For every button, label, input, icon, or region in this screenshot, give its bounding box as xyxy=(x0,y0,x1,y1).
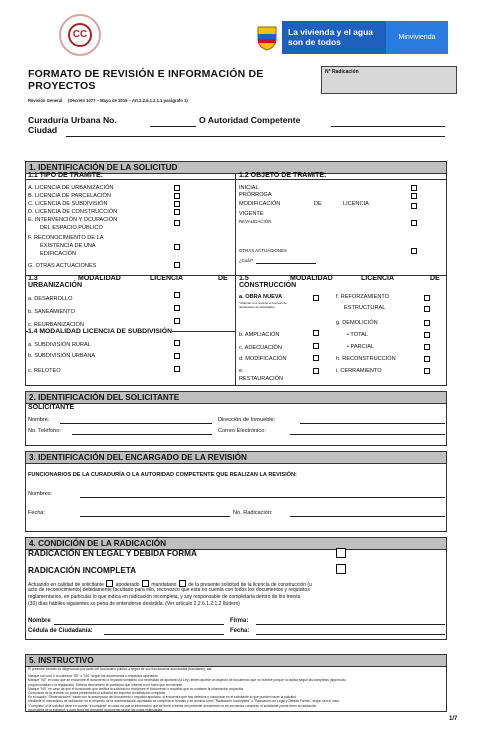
slogan-line-1: La vivienda y el agua xyxy=(288,27,374,37)
radicacion-line[interactable] xyxy=(290,516,445,517)
checkbox-radicacion-legal[interactable] xyxy=(336,548,346,558)
obra-nueva-note: *Adjuntar a la revisión el formato de declaración de actividades xyxy=(239,301,287,309)
tipo-item: D. LICENCIA DE CONSTRUCCIÓN xyxy=(28,209,118,215)
checkbox-desarrollo[interactable] xyxy=(174,292,180,298)
section-1-header: 1. IDENTIFICACIÓN DE LA SOLICITUD xyxy=(26,162,446,174)
radicacion-incompleta-label: RADICACIÓN INCOMPLETA xyxy=(28,566,137,575)
total-label: TOTAL xyxy=(350,332,368,338)
nombre-line[interactable] xyxy=(60,423,212,424)
tipo-item: DEL ESPACIO PÚBLICO xyxy=(40,225,103,231)
objeto-item: DE xyxy=(314,201,322,207)
government-slogan xyxy=(282,21,386,54)
tipo-item: EXISTENCIA DE UNA xyxy=(40,243,96,249)
checkbox-obra-nueva[interactable] xyxy=(313,295,319,301)
tipo-item: G. OTRAS ACTUACIONES xyxy=(28,263,97,269)
checkbox-reforzamiento[interactable] xyxy=(424,295,430,301)
instructivo-text xyxy=(28,667,444,712)
checkbox-urbanizacion[interactable] xyxy=(174,185,180,191)
section-2-header: 2. IDENTIFICACIÓN DEL SOLICITANTE xyxy=(26,392,446,404)
otras-cual-line[interactable] xyxy=(256,263,316,264)
con-item: a. OBRA NUEVA xyxy=(239,294,283,300)
con-item: b. AMPLIACIÓN xyxy=(239,332,280,338)
checkbox-restauracion[interactable] xyxy=(313,368,319,374)
radicado-field[interactable] xyxy=(321,66,457,94)
checkbox-cerramiento[interactable] xyxy=(424,368,430,374)
objeto-item: MODIFICACIÓN xyxy=(239,201,281,207)
fecha-label: Fecha: xyxy=(28,510,46,516)
instructivo-line: incompleta de la solicitud, y dará firma del presente documento según las notas estipuladas. xyxy=(28,707,163,712)
nombres-line[interactable] xyxy=(80,497,445,498)
cedula-label: Cédula de Ciudadanía: xyxy=(28,628,93,634)
tipo-item: EDIFICACIÓN xyxy=(40,251,77,257)
curaduria-label: Curaduría Urbana No. xyxy=(28,115,117,125)
con-item: e. xyxy=(239,368,244,374)
subdivision-title: 1.4 MODALIDAD LICENCIA DE SUBDIVISIÓN xyxy=(28,328,173,335)
objeto-tramite-title: 1.2 OBJETO DE TRAMITE: xyxy=(239,172,327,179)
autoridad-label: O Autoridad Competente xyxy=(199,115,301,125)
checkbox-solicitante[interactable] xyxy=(106,580,113,587)
con-item: RESTAURACIÓN xyxy=(239,376,284,382)
firma-nombre-line[interactable] xyxy=(54,624,224,625)
checkbox-ampliacion[interactable] xyxy=(313,330,319,336)
direccion-label: Dirección de Inmueble: xyxy=(218,417,276,423)
checkbox-reurbanizacion[interactable] xyxy=(174,318,180,324)
declaracion-mandatario: mandatario xyxy=(151,582,177,588)
declaracion-resto: de la presente solicitud de la licencia de construcción (u xyxy=(188,582,312,588)
declaracion-line-2: acto de reconocimiento) debidamente facultado para ello, reconozco que esta no cuenta con todos los documentos y requisitos xyxy=(28,587,310,593)
checkbox-apoderado[interactable] xyxy=(142,580,149,587)
minvivienda-brand: Minvivienda xyxy=(386,21,448,54)
checkbox-parcelacion[interactable] xyxy=(174,193,180,199)
checkbox-prorroga[interactable] xyxy=(411,193,417,199)
firma-fecha-label: Fecha: xyxy=(230,628,250,634)
subtitle-left: Revisión General xyxy=(28,98,63,103)
instructivo-line: Comunicar de la revisión no podrá presentarse la solicitud sin importar la radicación completa. xyxy=(28,691,166,696)
checkbox-subdivision-rural[interactable] xyxy=(174,340,180,346)
sub-item: b. SUBDIVISIÓN URBANA xyxy=(28,353,96,359)
checkbox-espacio-publico[interactable] xyxy=(174,220,180,226)
curaduria-number-line[interactable] xyxy=(150,126,196,127)
tipo-item: C. LICENCIA DE SUBDIVISIÓN xyxy=(28,201,108,207)
checkbox-otras-actuaciones[interactable] xyxy=(174,262,180,268)
objeto-item: ¿Cuál? xyxy=(239,258,254,263)
curaduria-logo xyxy=(59,14,101,56)
checkbox-radicacion-incompleta[interactable] xyxy=(336,564,346,574)
tipo-item: B. LICENCIA DE PARCELACIÓN xyxy=(28,193,111,199)
urb-item: a. DESARROLLO xyxy=(28,296,73,302)
objeto-item: INICIAL xyxy=(239,185,259,191)
con-item-total: • TOTAL xyxy=(347,332,368,338)
tipo-item: E. INTERVENCIÓN Y OCUPACIÓN xyxy=(28,217,118,223)
urbanizacion-title: DE xyxy=(218,275,228,282)
objeto-item: LICENCIA xyxy=(343,201,369,207)
solicitante-title: SOLICITANTE xyxy=(28,404,75,411)
checkbox-subdivision-urbana[interactable] xyxy=(174,353,180,359)
firma-fecha-line[interactable] xyxy=(256,634,445,635)
tipo-item: F. RECONOCIMIENTO DE LA xyxy=(28,235,104,241)
sub-item: c. RELOTEO xyxy=(28,368,61,374)
document-subtitle xyxy=(28,98,188,103)
checkbox-construccion[interactable] xyxy=(174,209,180,215)
fecha-line[interactable] xyxy=(80,516,230,517)
direccion-line[interactable] xyxy=(300,423,445,424)
objeto-item: VIGENTE xyxy=(239,211,264,217)
instructivo-line: Mediante el mecanismo de radicación en el respecto de la documentación aportados se completa el formato y se archiva como "Radicación Incompleta" o "Radicación en Legal y Debida Forma", según sea el caso. xyxy=(28,699,340,704)
subtitle-right: (Decreto 1077 – Mayo de 2015 – Art.2.2.6.1.2.1.1 parágrafo 1) xyxy=(68,98,188,103)
cedula-line[interactable] xyxy=(104,634,224,635)
section-5-header: 5. INSTRUCTIVO xyxy=(26,655,446,667)
con-item: ESTRUCTURAL xyxy=(344,305,386,311)
objeto-item: OTRAS ACTUACIONES xyxy=(239,248,287,253)
telefono-label: No. Teléfono: xyxy=(28,428,61,434)
telefono-line[interactable] xyxy=(72,434,212,435)
construccion-title: LICENCIA xyxy=(361,275,395,282)
firma-label: Firma: xyxy=(230,618,249,624)
nombre-label: Nombre: xyxy=(28,417,50,423)
checkbox-modificacion[interactable] xyxy=(411,203,417,209)
checkbox-otras[interactable] xyxy=(411,248,417,254)
divider xyxy=(235,173,236,386)
radicacion-legal-label: RADICACIÓN EN LEGAL Y DEBIDA FORMA xyxy=(28,549,197,558)
objeto-item: REVALIDACIÓN xyxy=(239,219,272,224)
checkbox-mandatario[interactable] xyxy=(179,580,186,587)
checkbox-estructural[interactable] xyxy=(424,306,430,312)
curaduria-logo-text: CC xyxy=(68,23,92,47)
declaracion-apoderado: apoderado xyxy=(115,582,140,588)
document-title: FORMATO DE REVISIÓN E INFORMACIÓN DE PROYECTOS xyxy=(28,68,264,92)
con-item: h. RECONSTRUCCIÓN xyxy=(336,356,396,362)
con-item: g. DEMOLICIÓN xyxy=(336,320,378,326)
nombres-label: Nombres: xyxy=(28,491,53,497)
firma-line[interactable] xyxy=(256,624,445,625)
instructivo-line: En el cuadro "Observaciones" basta con la descripción del documento o requisito aportado, si encuentra que hay defectos y comunicar en el solicitante lo que pueden hacer la solicitud. xyxy=(28,695,298,700)
urbanizacion-title: URBANIZACIÓN xyxy=(28,282,83,289)
checkbox-modificacion-con[interactable] xyxy=(313,355,319,361)
objeto-item: PRÓRROGA xyxy=(239,192,272,198)
con-item: d. MODIFICACIÓN xyxy=(239,356,287,362)
con-item: c. ADECUACIÓN xyxy=(239,345,282,351)
tipo-tramite-title: 1.1 TIPO DE TRAMITE: xyxy=(28,172,104,179)
radicacion-label: No. Radicación: xyxy=(233,510,273,516)
construccion-title: MODALIDAD xyxy=(290,275,333,282)
instructivo-line: El presente formato es diligenciado por parte del funcionario público a seguir de sus funcionarios autorizados (tramitante), así: xyxy=(28,667,213,671)
instructivo-line: Marque "SE" en caso que se encuentre el documento o requisito completo o la necesidad de aportarlo (la Ley) deben aportar un aspecto de documento que no hubiere porque no aplica según las completas (tipo/modo, xyxy=(28,678,347,683)
colombia-seal-icon xyxy=(252,21,282,54)
con-item-parcial: • PARCIAL xyxy=(347,344,375,350)
con-item: f. REFORZAMIENTO xyxy=(336,294,390,300)
checkbox-adecuacion[interactable] xyxy=(313,343,319,349)
checkbox-saneamiento[interactable] xyxy=(174,305,180,311)
urb-item: b. SANEAMIENTO xyxy=(28,309,75,315)
tipo-item: A. LICENCIA DE URBANIZACIÓN xyxy=(28,185,114,191)
urbanizacion-title: LICENCIA xyxy=(150,275,184,282)
page-number: 1/7 xyxy=(449,716,458,722)
checkbox-revalidacion[interactable] xyxy=(411,220,417,226)
con-item: i. CERRAMIENTO xyxy=(336,368,382,374)
declaracion-line-3: reglamentarios, en particular lo que indica en radicación incompleta, y soy responsable de completarla dentro de los treinta xyxy=(28,594,301,600)
ciudad-label: Ciudad xyxy=(28,125,58,135)
checkbox-reconocimiento[interactable] xyxy=(174,244,180,250)
urbanizacion-title: 1.3 xyxy=(28,275,38,282)
checkbox-inicial[interactable] xyxy=(411,185,417,191)
autoridad-line[interactable] xyxy=(331,126,445,127)
government-banner xyxy=(252,21,448,54)
checkbox-reloteo[interactable] xyxy=(174,366,180,372)
funcionarios-title: FUNCIONARIOS DE LA CURADURÍA O LA AUTORIDAD COMPETENTE QUE REALIZAN LA REVISIÓN: xyxy=(28,472,297,478)
checkbox-demolicion[interactable] xyxy=(424,320,430,326)
firma-nombre-label: Nombre xyxy=(28,618,51,624)
checkbox-subdivision[interactable] xyxy=(174,201,180,207)
correo-label: Correo Electrónico: xyxy=(218,428,266,434)
instructivo-line: "Completo" si la solicitud tiene en cuenta "Incompleta" en caso en que la información que se tiene a través del presente documento no se encuentra completa, el solicitante puede tener la radicación xyxy=(28,703,317,708)
radicado-label: N° Radicación xyxy=(325,69,359,75)
urbanizacion-title: MODALIDAD xyxy=(78,275,121,282)
correo-line[interactable] xyxy=(290,434,445,435)
instructivo-line: Marque "NO" en caso de que el funcionario que verifica la solicitud no encuentre el documento o requisito que no contiene la información requerida. xyxy=(28,686,245,691)
sub-item: a. SUBDIVISIÓN RURAL xyxy=(28,342,91,348)
section-encargado-revision xyxy=(25,451,447,532)
declaracion-line-4: (30) días hábiles siguientes so pena de entenderse desistida. (Ver artículo 2.2.6.1.2.1.2 Ibídem) xyxy=(28,601,240,607)
instructivo-line: proporcionadas o la regulación). Deberá descontarlo en particular que informe si no fuera que no interese. xyxy=(28,682,184,687)
checkbox-parcial[interactable] xyxy=(424,344,430,350)
instructivo-line: Marque con una X la columna "SE" o "NO" según los documentos o requisitos aportados. xyxy=(28,674,159,679)
urb-item: c. REURBANIZACIÓN xyxy=(28,322,84,328)
section-3-header: 3. IDENTIFICACIÓN DEL ENCARGADO DE LA REVISIÓN xyxy=(26,452,446,464)
construccion-title: CONSTRUCCIÓN xyxy=(239,282,297,289)
parcial-label: PARCIAL xyxy=(350,344,375,350)
construccion-title: DE xyxy=(430,275,440,282)
section-4-header: 4. CONDICIÓN DE LA RADICACIÓN xyxy=(26,538,446,550)
ciudad-line[interactable] xyxy=(66,136,445,137)
checkbox-reconstruccion[interactable] xyxy=(424,356,430,362)
slogan-line-2: son de todos xyxy=(288,37,341,47)
declaracion-solicitante: Actuando en calidad de solicitante xyxy=(28,582,104,588)
construccion-title: 1.5 xyxy=(239,275,249,282)
checkbox-total[interactable] xyxy=(424,332,430,338)
